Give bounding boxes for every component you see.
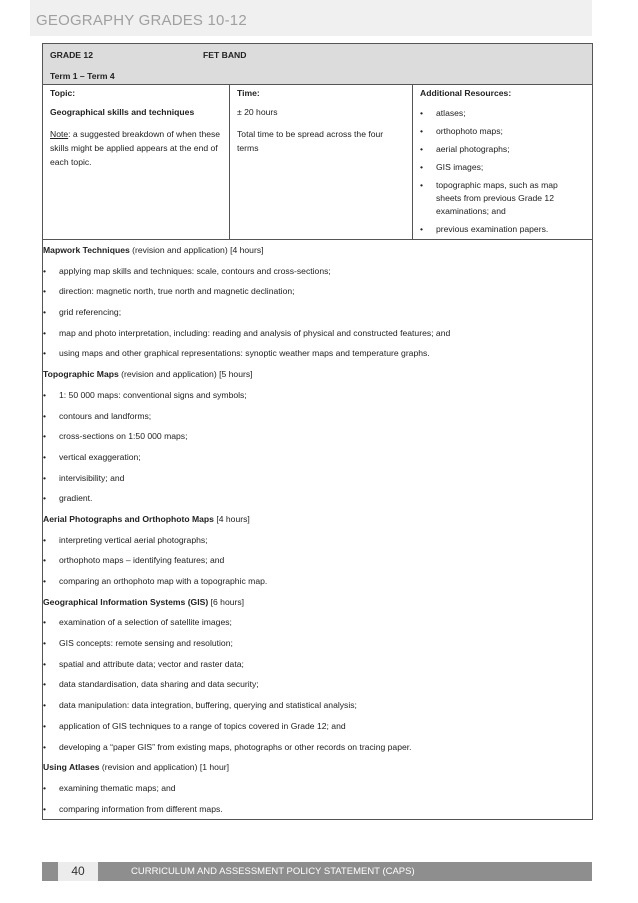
time-cell — [230, 85, 413, 240]
footer-band — [42, 862, 592, 881]
list-item: • application of GIS techniques to a range of topics covered in Grade 12; and — [43, 720, 346, 731]
bullet-glyph: • — [420, 162, 424, 172]
list-item: • examining thematic maps; and — [43, 782, 176, 793]
term-label: Term 1 – Term 4 — [50, 71, 115, 81]
list-item: • vertical exaggeration; — [43, 451, 141, 462]
resources-label: Additional Resources: — [420, 88, 512, 98]
bullet-glyph: • — [420, 108, 424, 118]
section-heading: Using Atlases (revision and application) [1 hour] — [43, 762, 229, 773]
list-item: • applying map skills and techniques: scale, contours and cross-sections; — [43, 265, 331, 276]
section-heading: Aerial Photographs and Orthophoto Maps [4 hours] — [43, 513, 250, 524]
list-item: • gradient. — [43, 493, 93, 504]
topic-cell — [43, 85, 230, 240]
curriculum-table — [42, 43, 593, 820]
list-item: • cross-sections on 1:50 000 maps; — [43, 431, 188, 442]
grade-label: GRADE 12 — [50, 50, 93, 60]
resource-item: • GIS images; — [420, 162, 484, 172]
resource-item: • previous examination papers. — [420, 224, 549, 234]
resource-item: • aerial photographs; — [420, 144, 510, 154]
time-note: Total time to be spread across the four terms — [237, 129, 384, 153]
section-heading: Topographic Maps (revision and application) [5 hours] — [43, 369, 253, 380]
page-header-title: GEOGRAPHY GRADES 10-12 — [36, 12, 247, 29]
list-item: • comparing an orthophoto map with a topographic map. — [43, 576, 268, 586]
grade-band — [43, 44, 593, 85]
note-text: : a suggested breakdown of when these skills might be applied appears at the end of each topic. — [50, 129, 221, 167]
list-item: • data standardisation, data sharing and data security; — [43, 679, 259, 690]
list-item: • intervisibility; and — [43, 472, 125, 483]
band-label: FET BAND — [203, 50, 247, 60]
section-heading: Mapwork Techniques (revision and application) [4 hours] — [43, 245, 264, 255]
topic-label: Topic: — [50, 88, 76, 98]
list-item: • developing a “paper GIS” from existing maps, photographs or other records on tracing paper. — [43, 741, 412, 752]
bullet-glyph: • — [420, 180, 424, 190]
bullet-glyph: • — [420, 224, 424, 234]
topic-title: Geographical skills and techniques — [50, 107, 195, 117]
resource-item: • topographic maps, such as map sheets from previous Grade 12 examinations; and — [420, 180, 558, 216]
footer-text: CURRICULUM AND ASSESSMENT POLICY STATEMENT (CAPS) — [131, 866, 415, 877]
section-heading: Geographical Information Systems (GIS) [6 hours] — [43, 596, 245, 607]
content-cell — [43, 240, 593, 820]
list-item: • data manipulation: data integration, buffering, querying and statistical analysis; — [43, 700, 357, 711]
list-item: • grid referencing; — [43, 307, 122, 318]
list-item: • contours and landforms; — [43, 410, 152, 421]
note-prefix: Note — [50, 129, 69, 139]
list-item: • examination of a selection of satellite images; — [43, 617, 232, 628]
list-item: • GIS concepts: remote sensing and resolution; — [43, 638, 233, 649]
list-item: • using maps and other graphical representations: synoptic weather maps and temperature graphs. — [43, 348, 430, 359]
list-item: • interpreting vertical aerial photographs; — [43, 534, 208, 545]
bullet-glyph: • — [420, 126, 424, 136]
list-item: • map and photo interpretation, including: reading and analysis of physical and constructed features; and — [43, 327, 451, 338]
resource-item: • atlases; — [420, 108, 466, 118]
list-item: • 1: 50 000 maps: conventional signs and symbols; — [43, 389, 247, 400]
resource-item: • orthophoto maps; — [420, 126, 503, 136]
list-item: • direction: magnetic north, true north and magnetic declination; — [43, 286, 295, 297]
topic-note — [50, 127, 222, 169]
page-number: 40 — [58, 862, 98, 881]
time-label: Time: — [237, 88, 260, 98]
list-item: • spatial and attribute data; vector and raster data; — [43, 658, 244, 669]
list-item: • comparing information from different maps. — [43, 803, 223, 814]
resources-cell — [413, 85, 593, 240]
time-value: ± 20 hours — [237, 107, 278, 117]
list-item: • orthophoto maps – identifying features; and — [43, 555, 225, 566]
bullet-glyph: • — [420, 144, 424, 154]
